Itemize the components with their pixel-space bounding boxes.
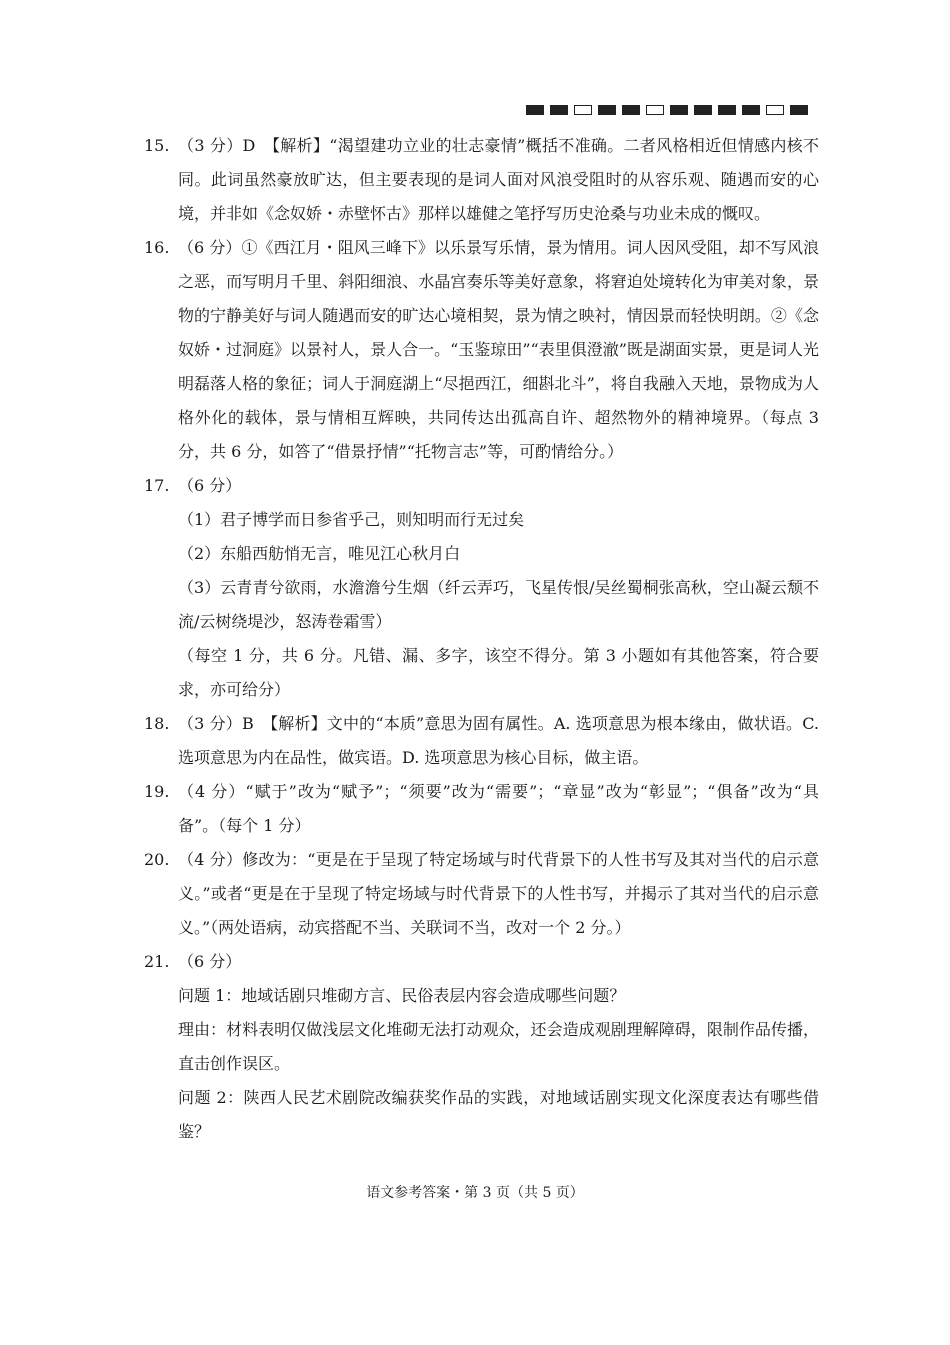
question-answer: （4 分）“赋于”改为“赋予”；“须要”改为“需要”；“章显”改为“彰显”；“俱备”改为“具备”。（每个 1 分） <box>178 782 819 835</box>
marker-square <box>598 105 616 115</box>
question-number: 20. <box>144 850 170 869</box>
answer-line: 问题 1：地域话剧只堆砌方言、民俗表层内容会造成哪些问题？ <box>178 986 626 1005</box>
question-20 <box>144 843 819 945</box>
answer-line: 理由：材料表明仅做浅层文化堆砌无法打动观众，还会造成观剧理解障碍，限制作品传播，直击创作误区。 <box>178 1020 819 1073</box>
answer-line: （1）君子博学而日参省乎己，则知明而行无过矣 <box>178 510 525 529</box>
question-answer: （3 分）B 【解析】文中的“本质”意思为固有属性。A. 选项意思为根本缘由，做状语。C. 选项意思为内在品性，做宾语。D. 选项意思为核心目标，做主语。 <box>178 714 819 767</box>
marker-square <box>526 105 544 115</box>
question-answer: （3 分）D 【解析】“渴望建功立业的壮志豪情”概括不准确。二者风格相近但情感内核不同。此词虽然豪放旷达，但主要表现的是词人面对风浪受阻时的从容乐观、随遇而安的心境，并非如《念奴娇・赤壁怀古》那样以雄健之笔抒写历史沧桑与功业未成的慨叹。 <box>178 136 819 223</box>
question-15 <box>144 129 819 231</box>
question-number: 16. <box>144 238 170 257</box>
marker-square <box>718 105 736 115</box>
marker-square <box>574 105 592 115</box>
question-number: 17. <box>144 476 170 495</box>
question-16 <box>144 231 819 469</box>
marker-square <box>766 105 784 115</box>
marker-square <box>694 105 712 115</box>
question-score: （6 分） <box>178 952 242 971</box>
question-21 <box>144 945 819 1149</box>
scoring-note: （每空 1 分，共 6 分。凡错、漏、多字，该空不得分。第 3 小题如有其他答案，符合要求，亦可给分） <box>178 646 819 699</box>
question-answer: （4 分）修改为：“更是在于呈现了特定场域与时代背景下的人性书写及其对当代的启示意义。”或者“更是在于呈现了特定场域与时代背景下的人性书写，并揭示了其对当代的启示意义。”（两处语病，动宾搭配不当、关联词不当，改对一个 2 分。） <box>178 850 819 937</box>
question-number: 19. <box>144 782 170 801</box>
marker-square <box>790 105 808 115</box>
question-19 <box>144 775 819 843</box>
header-marker-pattern <box>526 105 808 117</box>
marker-square <box>622 105 640 115</box>
question-number: 18. <box>144 714 170 733</box>
question-number: 21. <box>144 952 170 971</box>
answer-line: （3）云青青兮欲雨，水澹澹兮生烟（纤云弄巧，飞星传恨/吴丝蜀桐张高秋，空山凝云颓不流/云树绕堤沙，怒涛卷霜雪） <box>178 578 819 631</box>
answer-line: （2）东船西舫悄无言，唯见江心秋月白 <box>178 544 461 563</box>
marker-square <box>742 105 760 115</box>
question-18 <box>144 707 819 775</box>
question-answer: （6 分）①《西江月・阻风三峰下》以乐景写乐情，景为情用。词人因风受阻，却不写风浪之恶，而写明月千里、斜阳细浪、水晶宫奏乐等美好意象，将窘迫处境转化为审美对象，景物的宁静美好与词人随遇而安的旷达心境相契，景为情之映衬，情因景而轻快明朗。②《念奴娇・过洞庭》以景衬人，景人合一。“玉鉴琼田”“表里俱澄澈”既是湖面实景，更是词人光明磊落人格的象征；词人于洞庭湖上“尽挹西江，细斟北斗”，将自我融入天地，景物成为人格外化的载体，景与情相互辉映，共同传达出孤高自许、超然物外的精神境界。（每点 3 分，共 6 分，如答了“借景抒情”“托物言志”等，可酌情给分。） <box>178 238 819 461</box>
question-score: （6 分） <box>178 476 242 495</box>
page-footer: 语文参考答案・第 3 页（共 5 页） <box>366 1185 584 1201</box>
marker-square <box>670 105 688 115</box>
question-number: 15. <box>144 136 170 155</box>
marker-square <box>550 105 568 115</box>
question-17 <box>144 469 819 707</box>
answer-line: 问题 2：陕西人民艺术剧院改编获奖作品的实践，对地域话剧实现文化深度表达有哪些借鉴？ <box>178 1088 819 1141</box>
marker-square <box>646 105 664 115</box>
answer-content <box>144 129 819 1149</box>
